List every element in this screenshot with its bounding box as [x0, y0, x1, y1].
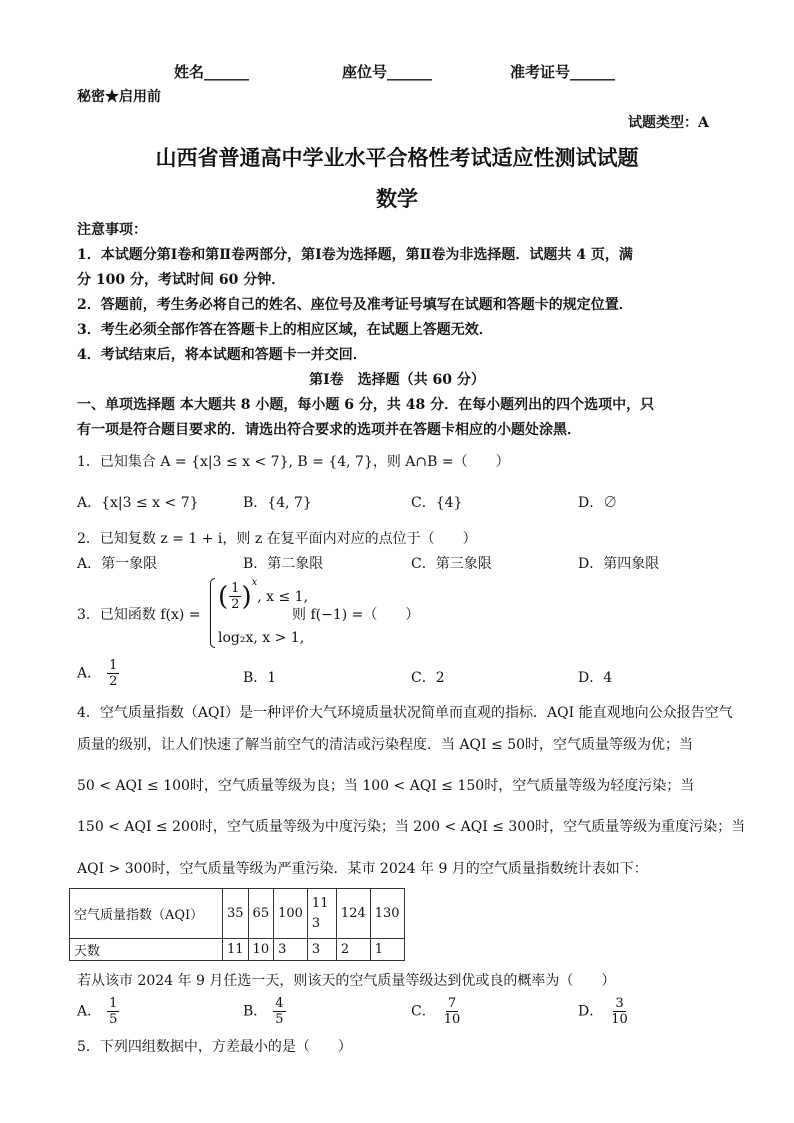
q4-option-c [411, 996, 462, 1027]
q3-option-d: D．4 [578, 670, 613, 686]
q4-option-c-fraction [442, 996, 463, 1027]
section-title: 第Ⅰ卷 选择题（共 60 分） [309, 372, 485, 388]
q4-option-a-label: A． [77, 1003, 102, 1020]
cell-part-wrap: 3 [311, 915, 321, 931]
q2-stem: 2．已知复数 z = 1 + i，则 z 在复平面内对应的点位于（ ） [77, 531, 477, 547]
paren-right: ) [241, 581, 252, 612]
aqi-table [69, 888, 405, 961]
q2-option-b: B．第二象限 [243, 556, 324, 572]
table-row [70, 889, 405, 939]
q3-stem-suffix: 则 f(−1) =（ ） [292, 607, 420, 623]
q3-case1-num: 1 [231, 581, 240, 596]
q1-option-b: B．{4, 7} [243, 495, 312, 511]
q3-a-num: 1 [109, 658, 118, 673]
q4-option-a [77, 996, 119, 1027]
q3-option-b: B．1 [243, 670, 277, 686]
q2-option-d: D．第四象限 [578, 556, 660, 572]
note-3: 3．考生必须全部作答在答题卡上的相应区域，在试题上答题无效． [77, 322, 493, 338]
q4-d-num: 3 [615, 996, 624, 1011]
q3-stem-prefix: 3．已知函数 f(x) = [77, 607, 201, 623]
piecewise-brace [210, 578, 215, 648]
q4-option-d-fraction [609, 996, 630, 1027]
note-2: 2．答题前，考生务必将自己的姓名、座位号及准考证号填写在试题和答题卡的规定位置． [77, 297, 633, 313]
section-intro-b: 有一项是符合题目要求的．请选出符合要求的选项并在答题卡相应的小题处涂黑． [77, 422, 581, 438]
notes-heading: 注意事项： [77, 222, 147, 238]
table-row [70, 939, 405, 961]
q2-option-a: A．第一象限 [77, 556, 158, 572]
q3-case1-exp: x [251, 577, 258, 588]
table-cell-wrapped [307, 889, 336, 939]
q4-b-num: 4 [275, 996, 284, 1011]
ticket-field-label: 准考证号______ [510, 63, 616, 81]
q4-c-num: 7 [447, 996, 457, 1011]
q4-option-c-label: C． [411, 1003, 436, 1020]
table-cell: 10 [248, 939, 274, 961]
q1-option-c: C．{4} [411, 495, 463, 511]
note-1b: 分 100 分，考试时间 60 分钟． [77, 272, 286, 288]
q4-question: 若从该市 2024 年 9 月任选一天，则该天的空气质量等级达到优或良的概率为（ ） [77, 973, 616, 989]
q1-stem: 1．已知集合 A = {x|3 ≤ x < 7}, B = {4, 7}，则 A∩B =（ ） [77, 454, 510, 470]
q4-option-b [243, 996, 286, 1027]
paren-left: ( [218, 581, 229, 612]
q3-option-a [77, 658, 119, 689]
table-cell: 天数 [70, 939, 223, 961]
q1-option-a: A．{x|3 ≤ x < 7} [77, 495, 199, 511]
table-cell: 124 [336, 889, 370, 939]
note-1a: 1．本试题分第Ⅰ卷和第Ⅱ卷两部分，第Ⅰ卷为选择题，第Ⅱ卷为非选择题．试题共 4 页，满 [77, 247, 633, 263]
q3-case-2: log₂x, x > 1, [218, 630, 305, 646]
q4-option-d-label: D． [578, 1003, 604, 1020]
q4-para-1: 4．空气质量指数（AQI）是一种评价大气环境质量状况简单而直观的指标．AQI 能直观地向公众报告空气 [77, 705, 733, 721]
seat-field-label: 座位号______ [342, 63, 433, 81]
q4-para-3: 50 < AQI ≤ 100时，空气质量等级为良；当 100 < AQI ≤ 150时，空气质量等级为轻度污染；当 [77, 778, 695, 794]
table-cell: 100 [274, 889, 308, 939]
q3-case1-den: 2 [231, 597, 240, 612]
q1-option-d: D．∅ [578, 495, 618, 511]
q4-option-a-fraction [107, 996, 119, 1027]
q4-b-den: 5 [275, 1012, 284, 1027]
q4-para-2: 质量的级别，让人们快速了解当前空气的清洁或污染程度．当 AQI ≤ 50时，空气质量等级为优；当 [77, 737, 694, 753]
page-title: 山西省普通高中学业水平合格性考试适应性测试试题 [155, 145, 639, 170]
cell-part: 11 [311, 895, 329, 911]
note-4: 4．考试结束后，将本试题和答题卡一并交回． [77, 347, 367, 363]
section-intro-a: 一、单项选择题 本大题共 8 小题，每小题 6 分，共 48 分．在每小题列出的四个选项中，只 [77, 397, 655, 413]
q3-option-c: C．2 [411, 670, 445, 686]
q2-option-c: C．第三象限 [411, 556, 492, 572]
secret-mark: 秘密★启用前 [77, 89, 161, 105]
q4-para-4: 150 < AQI ≤ 200时，空气质量等级为中度污染；当 200 < AQI ≤ 300时，空气质量等级为重度污染；当 [77, 819, 746, 835]
table-cell: 11 [223, 939, 249, 961]
table-cell: 3 [274, 939, 308, 961]
q4-a-den: 5 [109, 1012, 118, 1027]
q5-stem: 5．下列四组数据中，方差最小的是（ ） [77, 1039, 352, 1055]
table-cell: 2 [336, 939, 370, 961]
table-cell: 空气质量指数（AQI） [70, 889, 223, 939]
table-cell: 65 [248, 889, 274, 939]
table-cell: 130 [370, 889, 404, 939]
table-cell: 1 [370, 939, 404, 961]
q4-a-num: 1 [109, 996, 118, 1011]
q4-d-den: 10 [611, 1012, 628, 1027]
q4-option-b-label: B． [243, 1003, 268, 1020]
q3-option-a-fraction [107, 658, 119, 689]
table-cell: 3 [307, 939, 336, 961]
q3-a-den: 2 [109, 674, 118, 689]
q3-case1-cond: , x ≤ 1, [257, 588, 309, 605]
q4-para-5: AQI > 300时，空气质量等级为严重污染．某市 2024 年 9 月的空气质量指数统计表如下： [77, 861, 648, 877]
q4-option-b-fraction [273, 996, 285, 1027]
subject-title: 数学 [376, 186, 418, 211]
name-field-label: 姓名______ [174, 63, 250, 81]
paper-type: 试题类型：A [628, 115, 709, 131]
q4-option-d [578, 996, 630, 1027]
q3-option-a-label: A． [77, 665, 102, 682]
q4-c-den: 10 [443, 1012, 461, 1027]
q3-case1-fraction [229, 581, 241, 612]
table-cell: 35 [223, 889, 249, 939]
